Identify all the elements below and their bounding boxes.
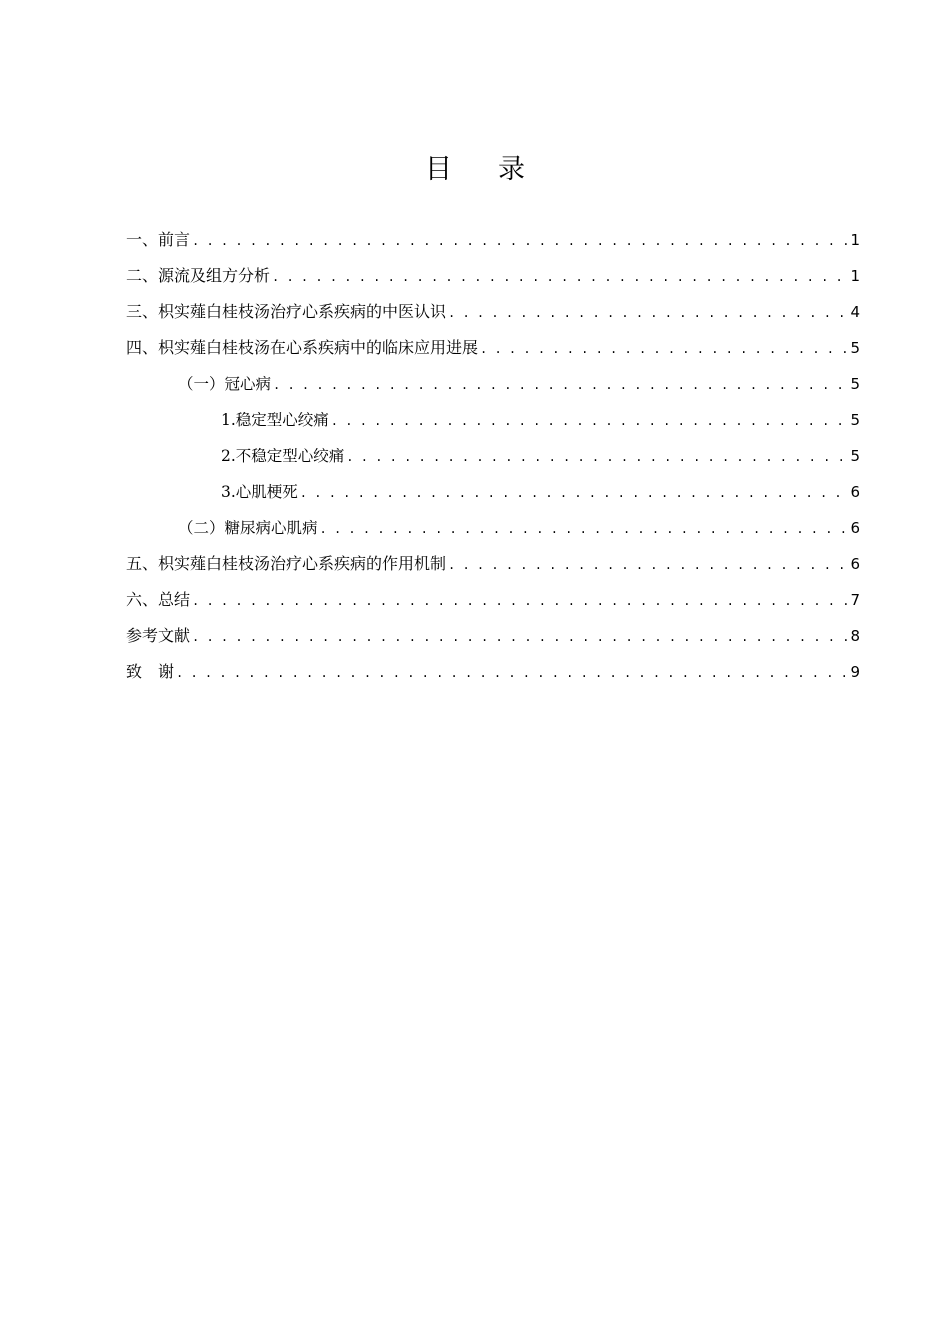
toc-entry[interactable]: [126, 222, 860, 258]
toc-page-number: 5: [850, 339, 860, 357]
toc-entry-label: 致 谢: [126, 662, 175, 681]
toc-page-number: 7: [850, 591, 860, 609]
toc-page-number: 5: [850, 375, 860, 393]
toc-subentry[interactable]: [126, 366, 860, 402]
toc-dot-leader: [448, 547, 848, 583]
toc-entry[interactable]: [126, 330, 860, 366]
toc-entry-label: （二）糖尿病心肌病: [178, 519, 318, 537]
toc-dot-leader: [273, 367, 848, 403]
toc-entry-label: 1.稳定型心绞痛: [221, 411, 329, 429]
toc-dot-leader: [272, 259, 848, 295]
toc-subentry[interactable]: [126, 510, 860, 546]
toc-dot-leader: [331, 403, 848, 439]
toc-entry-label: 三、枳实薤白桂枝汤治疗心系疾病的中医认识: [126, 302, 447, 321]
toc-dot-leader: [176, 655, 848, 691]
toc-page-number: 6: [850, 519, 860, 537]
toc-page-number: 6: [850, 555, 860, 573]
table-of-contents: [126, 222, 860, 690]
toc-entry-label: 二、源流及组方分析: [126, 266, 271, 285]
toc-dot-leader: [320, 511, 848, 547]
toc-dot-leader: [480, 331, 848, 367]
toc-entry[interactable]: [126, 618, 860, 654]
toc-entry[interactable]: [126, 654, 860, 690]
toc-page-number: 1: [850, 231, 860, 249]
toc-page-number: 8: [850, 627, 860, 645]
toc-subsubentry[interactable]: [126, 402, 860, 438]
toc-page-number: 5: [850, 411, 860, 429]
toc-dot-leader: [192, 583, 848, 619]
toc-entry-label: 3.心肌梗死: [221, 483, 298, 501]
toc-page-number: 4: [850, 303, 860, 321]
toc-page-number: 9: [850, 663, 860, 681]
toc-dot-leader: [192, 619, 848, 655]
toc-entry[interactable]: [126, 582, 860, 618]
toc-dot-leader: [300, 475, 848, 511]
page-title: [0, 150, 950, 190]
title-char-1: 目: [425, 154, 452, 185]
toc-page-number: 1: [850, 267, 860, 285]
title-char-2: 录: [498, 154, 525, 185]
toc-entry[interactable]: [126, 546, 860, 582]
toc-entry[interactable]: [126, 294, 860, 330]
toc-dot-leader: [346, 439, 848, 475]
toc-subsubentry[interactable]: [126, 474, 860, 510]
toc-dot-leader: [192, 223, 848, 259]
toc-entry-label: 参考文献: [126, 626, 191, 645]
toc-page-number: 6: [850, 483, 860, 501]
toc-page-number: 5: [850, 447, 860, 465]
toc-dot-leader: [448, 295, 848, 331]
toc-entry-label: 五、枳实薤白桂枝汤治疗心系疾病的作用机制: [126, 554, 447, 573]
toc-entry-label: 2.不稳定型心绞痛: [221, 447, 345, 465]
toc-entry-label: （一）冠心病: [178, 375, 272, 393]
toc-entry-label: 四、枳实薤白桂枝汤在心系疾病中的临床应用进展: [126, 338, 479, 357]
toc-entry[interactable]: [126, 258, 860, 294]
toc-entry-label: 六、总结: [126, 590, 191, 609]
toc-subsubentry[interactable]: [126, 438, 860, 474]
toc-entry-label: 一、前言: [126, 230, 191, 249]
